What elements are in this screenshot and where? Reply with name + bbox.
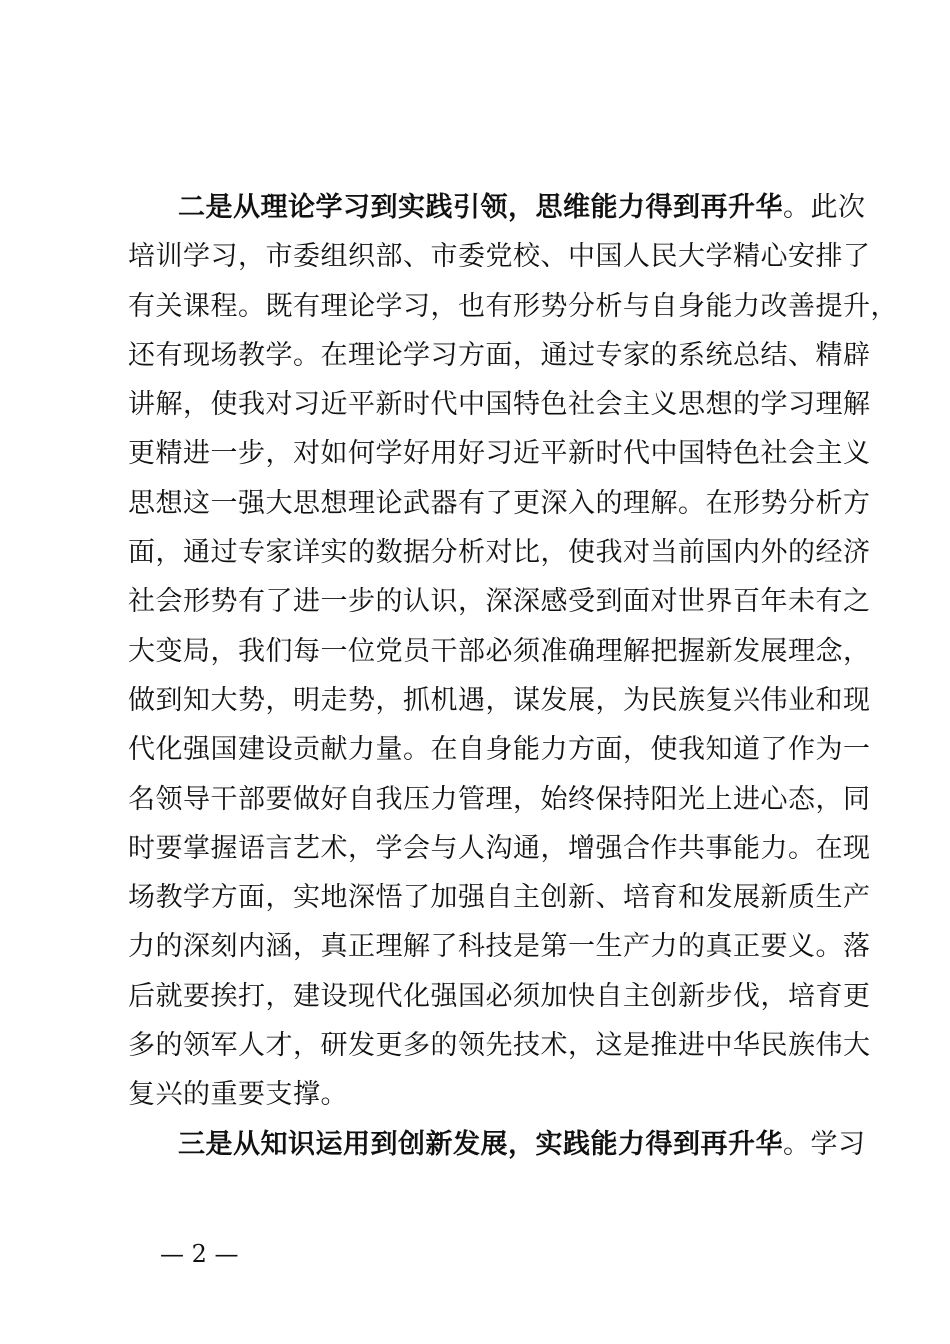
paragraph-2-first-line-rest: 。学习 [783, 1128, 866, 1160]
paragraph-1-first-line [128, 183, 866, 232]
paragraph-1-line: 场教学方面，实地深悟了加强自主创新、培育和发展新质生产 [128, 882, 871, 914]
paragraph-1-line: 有关课程。既有理论学习，也有形势分析与自身能力改善提升， [128, 290, 898, 322]
paragraph-1-line: 做到知大势，明走势，抓机遇，谋发展，为民族复兴伟业和现 [128, 684, 871, 716]
page-number: — 2 — [160, 1240, 239, 1268]
paragraph-1-line: 面，通过专家详实的数据分析对比，使我对当前国内外的经济 [128, 537, 871, 569]
paragraph-2-first-line [128, 1120, 866, 1169]
paragraph-1-line: 还有现场教学。在理论学习方面，通过专家的系统总结、精辟 [128, 339, 871, 371]
paragraph-1-line: 思想这一强大思想理论武器有了更深入的理解。在形势分析方 [128, 487, 871, 519]
paragraph-1-line: 名领导干部要做好自我压力管理，始终保持阳光上进心态，同 [128, 783, 871, 815]
paragraph-1-line: 大变局，我们每一位党员干部必须准确理解把握新发展理念， [128, 635, 871, 667]
paragraph-1-line: 多的领军人才，研发更多的领先技术，这是推进中华民族伟大 [128, 1030, 871, 1062]
paragraph-1-line: 力的深刻内涵，真正理解了科技是第一生产力的真正要义。落 [128, 931, 871, 963]
paragraph-1-line: 培训学习，市委组织部、市委党校、中国人民大学精心安排了 [128, 241, 871, 273]
paragraph-2-heading: 三是从知识运用到创新发展，实践能力得到再升华 [178, 1128, 783, 1160]
paragraph-1-first-line-rest: 。此次 [783, 192, 866, 223]
body-text [128, 183, 898, 1169]
paragraph-1-line: 讲解，使我对习近平新时代中国特色社会主义思想的学习理解 [128, 389, 871, 421]
paragraph-1-heading: 二是从理论学习到实践引领，思维能力得到再升华 [178, 192, 783, 223]
paragraph-1-line: 时要掌握语言艺术，学会与人沟通，增强合作共事能力。在现 [128, 832, 871, 864]
paragraph-1-line: 更精进一步，对如何学好用好习近平新时代中国特色社会主义 [128, 438, 871, 470]
paragraph-1-line: 代化强国建设贡献力量。在自身能力方面，使我知道了作为一 [128, 734, 871, 766]
paragraph-1-line: 社会形势有了进一步的认识，深深感受到面对世界百年未有之 [128, 586, 871, 618]
paragraph-1-line: 复兴的重要支撑。 [128, 1079, 348, 1111]
paragraph-1-line: 后就要挨打，建设现代化强国必须加快自主创新步伐，培育更 [128, 980, 871, 1012]
